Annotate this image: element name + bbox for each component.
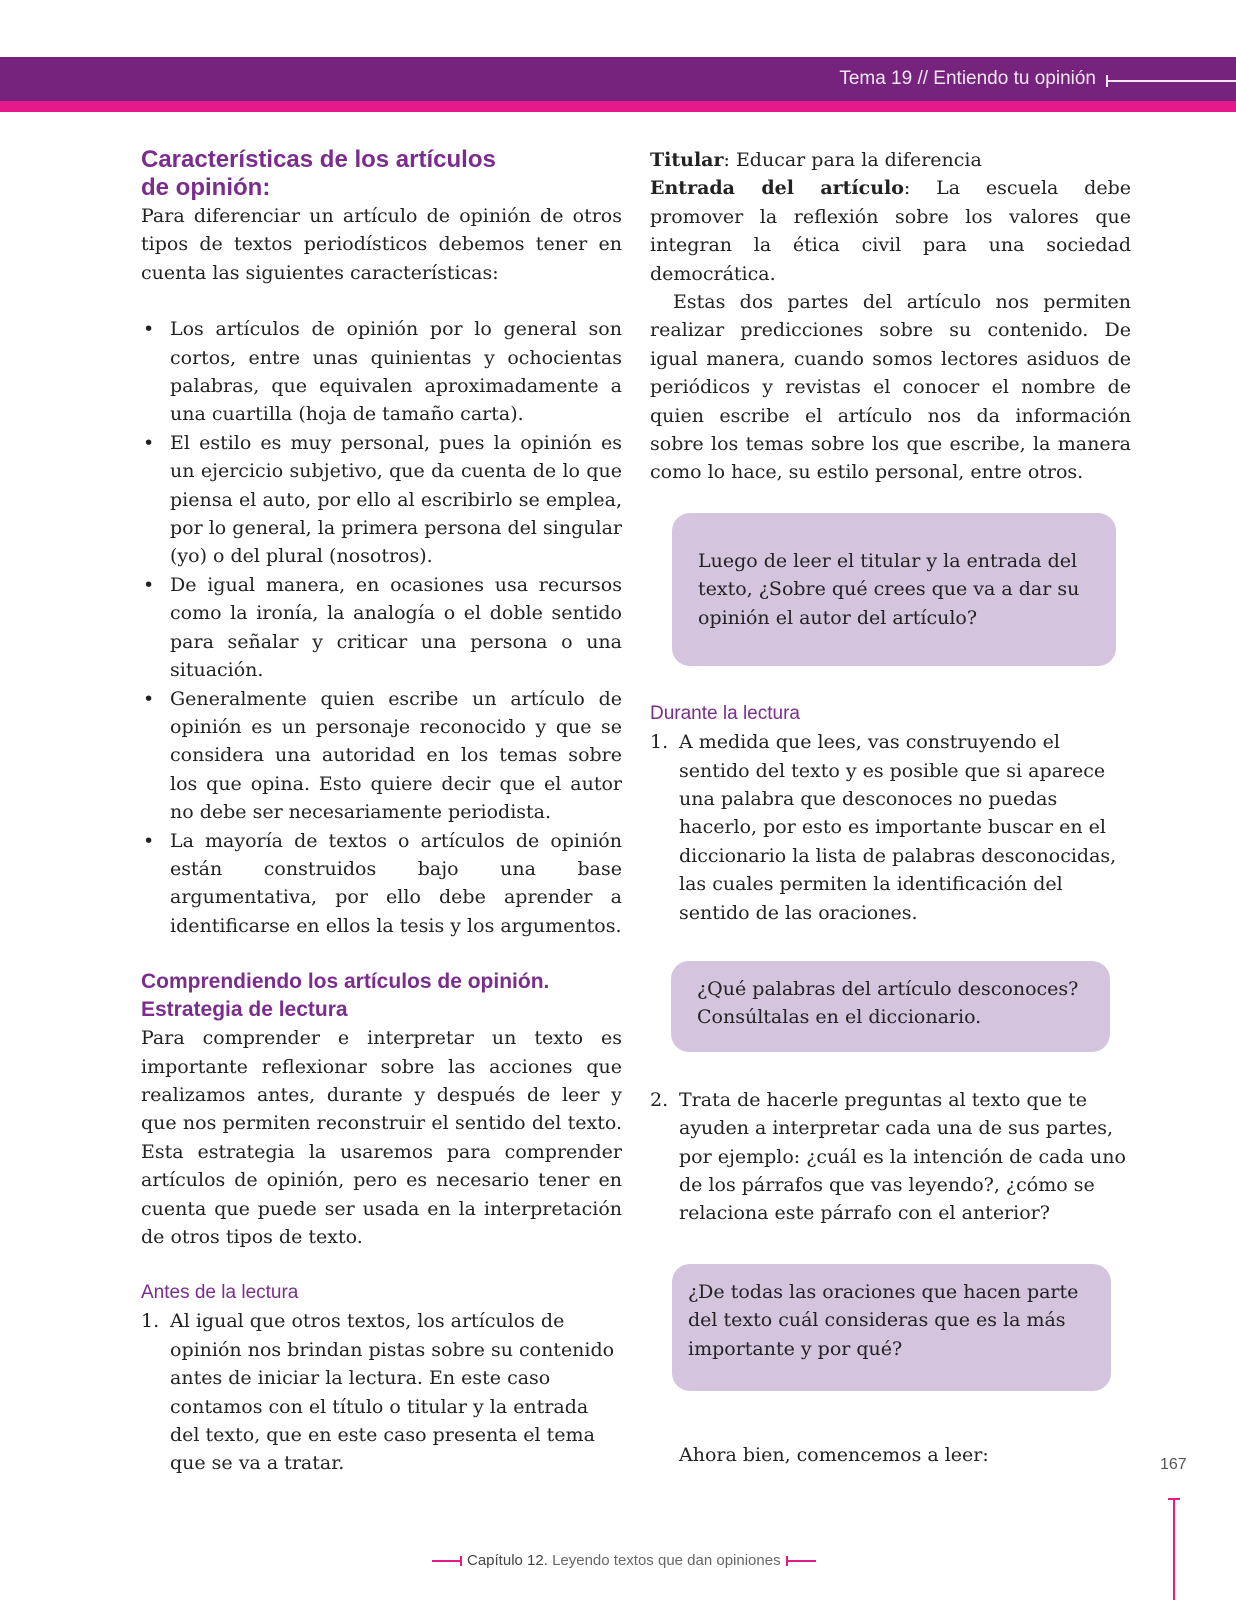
- bullet-icon: •: [143, 829, 155, 852]
- header-rule: [1106, 80, 1236, 82]
- list-item: 2. Trata de hacerle preguntas al texto que te ayuden a interpretar cada una de sus partes, por ejemplo: ¿cuál es la intención de cada uno de los párrafos que vas leyendo?, ¿cómo se relaciona este párrafo con el anterior?: [650, 1088, 1126, 1225]
- callout-question-1: Luego de leer el titular y la entrada del texto, ¿Sobre qué crees que va a dar su opinión el autor del artículo?: [672, 513, 1116, 666]
- section-heading-characteristics: Características de los artículos de opinión:: [141, 146, 496, 201]
- list-item: • El estilo es muy personal, pues la opinión es un ejercicio subjetivo, que da cuenta de lo que piensa el auto, por ello al escribirlo se emplea, por lo general, la primera persona del singular (yo) o del plural (nosotros).: [141, 429, 622, 571]
- footer-rule-left: [432, 1560, 462, 1562]
- list-item: • De igual manera, en ocasiones usa recursos como la ironía, la analogía o el doble sentido para señalar y criticar una persona o una situación.: [141, 571, 622, 685]
- footer-chapter: Capítulo 12.: [467, 1552, 548, 1569]
- footer: [432, 1552, 816, 1569]
- footer-rule-right: [786, 1560, 816, 1562]
- list-item: • Generalmente quien escribe un artículo de opinión es un personaje reconocido y que se considera una autoridad en los temas sobre los que opina. Esto quiere decir que el autor no debe ser necesariamente periodista.: [141, 685, 622, 827]
- bullet-icon: •: [143, 431, 155, 454]
- list-item: • Los artículos de opinión por lo general son cortos, entre unas quinientas y ochocientas palabras, que equivalen aproximadamente a una cuartilla (hoja de tamaño carta).: [141, 315, 622, 429]
- bullet-icon: •: [143, 573, 155, 596]
- characteristics-list: [141, 315, 622, 940]
- page-number: 167: [1160, 1456, 1187, 1473]
- before-reading-list: [141, 1307, 622, 1477]
- footer-title: Leyendo textos que dan opiniones: [552, 1552, 781, 1569]
- intro-paragraph: Para diferenciar un artículo de opinión de otros tipos de textos periodísticos debemos tener en cuenta las siguientes características:: [141, 205, 622, 284]
- entrada-line: Entrada del artículo: La escuela debe promover la reflexión sobre los valores que integran la ética civil para una sociedad democrática.: [650, 177, 1131, 285]
- before-reading-heading: Antes de la lectura: [141, 1282, 299, 1304]
- left-column: [141, 146, 622, 1478]
- callout-question-3: ¿De todas las oraciones que hacen parte del texto cuál consideras que es la más importante y por qué?: [672, 1264, 1111, 1391]
- list-item: • La mayoría de textos o artículos de opinión están construidos bajo una base argumentativa, por ello debe aprender a identificarse en ellos la tesis y los argumentos.: [141, 827, 622, 941]
- during-reading-list-1: [650, 728, 1131, 927]
- bullet-icon: •: [143, 687, 155, 710]
- list-item: 1. Al igual que otros textos, los artículos de opinión nos brindan pistas sobre su contenido antes de iniciar la lectura. En este caso contamos con el título o titular y la entrada del texto, que en este caso presenta el tema que se va a tratar.: [141, 1310, 615, 1475]
- during-reading-list-2: [650, 1086, 1131, 1228]
- titular-line: Titular: Educar para la diferencia: [650, 149, 982, 171]
- strategy-paragraph: Para comprender e interpretar un texto es importante reflexionar sobre las acciones que realizamos antes, durante y después de leer y que nos permiten reconstruir el sentido del texto. Esta estrategia la usaremos para comprender artículos de opinión, pero es necesario tener en cuenta que puede ser usada en la interpretación de otros tipos de texto.: [141, 1027, 622, 1248]
- header-stripe: [0, 101, 1236, 112]
- during-reading-heading: Durante la lectura: [650, 703, 800, 725]
- page-marker-line: [1173, 1498, 1175, 1600]
- bullet-icon: •: [143, 318, 155, 341]
- predictions-paragraph: Estas dos partes del artículo nos permiten realizar predicciones sobre su contenido. De igual manera, cuando somos lectores asiduos de periódicos y revistas el conocer el nombre de quien escribe el artículo nos da información sobre los temas sobre los que escribe, la manera como lo hace, su estilo personal, entre otros.: [650, 291, 1131, 484]
- list-item: 1. A medida que lees, vas construyendo el sentido del texto y es posible que si aparece una palabra que desconoces no puedas hacerlo, por esto es importante buscar en el diccionario la lista de palabras desconocidas, las cuales permiten la identificación del sentido de las oraciones.: [650, 731, 1117, 924]
- callout-question-2: ¿Qué palabras del artículo desconoces? Consúltalas en el diccionario.: [671, 961, 1110, 1052]
- section-heading-strategy: Comprendiendo los artículos de opinión. Estrategia de lectura: [141, 970, 550, 1022]
- right-column: [650, 146, 1131, 1469]
- header-title: Tema 19 // Entiendo tu opinión: [839, 68, 1096, 89]
- closing-line: Ahora bien, comencemos a leer:: [679, 1444, 989, 1466]
